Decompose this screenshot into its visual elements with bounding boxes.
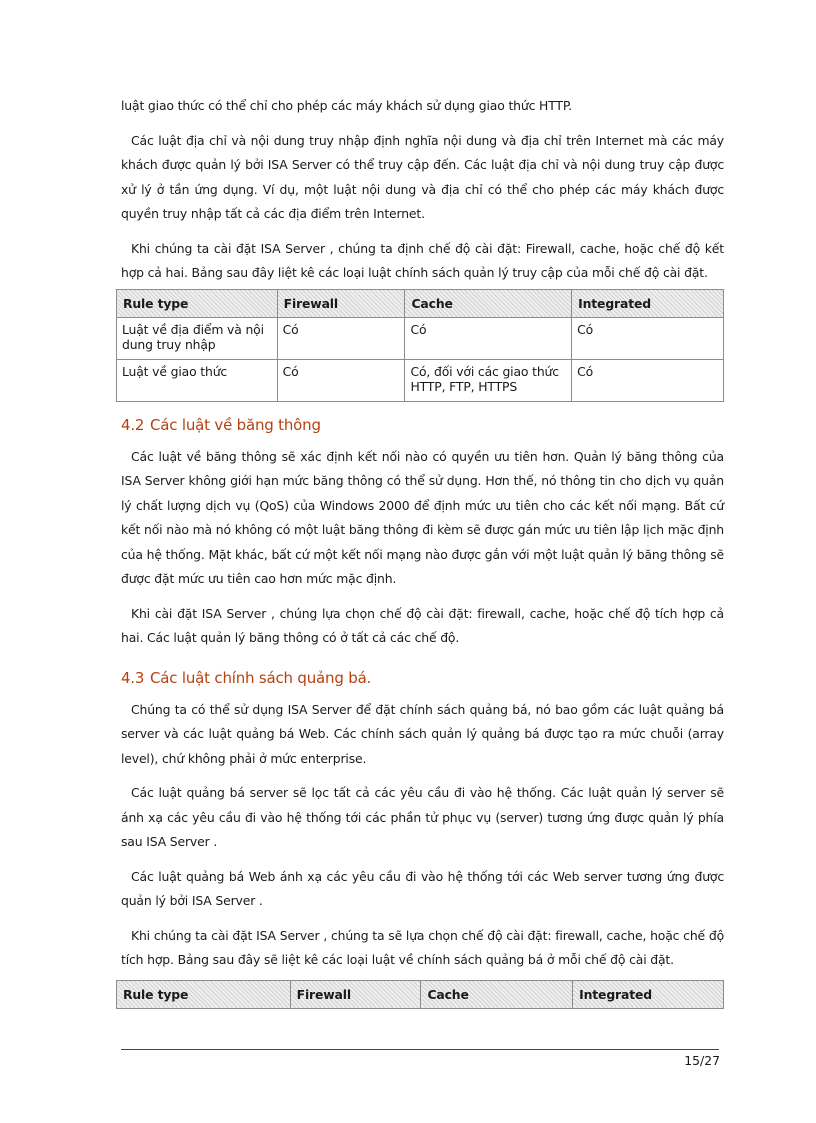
rule-type-table-publishing	[116, 980, 724, 1009]
footer-divider	[121, 1049, 719, 1050]
table-cell: Luật về địa điểm và nội dung truy nhập	[117, 317, 278, 359]
paragraph: Khi cài đặt ISA Server , chúng lựa chọn chế độ cài đặt: firewall, cache, hoặc chế độ tích hợp cả hai. Các luật quản lý băng thông có ở tất cả các chế độ.	[121, 605, 724, 645]
rule-type-table-access	[116, 289, 724, 402]
paragraph: Các luật địa chỉ và nội dung truy nhập định nghĩa nội dung và địa chỉ trên Internet mà các máy khách được quản lý bởi ISA Server có thể truy cập đến. Các luật địa chỉ và nội dung truy cập được xử lý ở tần ứng dụng. Ví dụ, một luật nội dung và địa chỉ có thể cho phép các máy khách được quyền truy nhập tất cả các địa điểm trên Internet.	[121, 132, 724, 221]
table-header-row	[117, 980, 724, 1008]
table-row	[117, 317, 724, 359]
page-content	[121, 94, 724, 1009]
table-cell: Luật về giao thức	[117, 359, 278, 401]
paragraph: luật giao thức có thể chỉ cho phép các máy khách sử dụng giao thức HTTP.	[121, 98, 572, 113]
table-header-row	[117, 289, 724, 317]
section-number: 4.2	[121, 415, 145, 434]
table-cell: Có	[572, 317, 724, 359]
paragraph: Các luật quảng bá Web ánh xạ các yêu cầu đi vào hệ thống tới các Web server tương ứng được quản lý bởi ISA Server .	[121, 868, 724, 908]
table-header-cell: Firewall	[277, 289, 405, 317]
paragraph: Các luật quảng bá server sẽ lọc tất cả các yêu cầu đi vào hệ thống. Các luật quản lý server sẽ ánh xạ các yêu cầu đi vào hệ thống tới các phần tử phục vụ (server) tương ứng được quản lý phía sau ISA Server .	[121, 785, 724, 849]
paragraph: Khi chúng ta cài đặt ISA Server , chúng ta định chế độ cài đặt: Firewall, cache, hoặc chế độ kết hợp cả hai. Bảng sau đây liệt kê các loại luật chính sách quản lý truy cập của mỗi chế độ cài đặt.	[121, 240, 724, 280]
table-cell: Có	[277, 359, 405, 401]
table-header-cell: Rule type	[117, 289, 278, 317]
table-cell: Có	[572, 359, 724, 401]
page-number: 15/27	[684, 1053, 720, 1068]
paragraph: Chúng ta có thể sử dụng ISA Server để đặt chính sách quảng bá, nó bao gồm các luật quảng bá server và các luật quảng bá Web. Các chính sách quản lý quảng bá được tạo ra mức chuỗi (array level), chứ không phải ở mức enterprise.	[121, 701, 724, 766]
section-title: Các luật chính sách quảng bá.	[150, 668, 372, 687]
section-heading-4-3	[121, 669, 724, 687]
section-heading-4-2	[121, 416, 724, 434]
paragraph: Khi chúng ta cài đặt ISA Server , chúng ta sẽ lựa chọn chế độ cài đặt: firewall, cache, hoặc chế độ tích hợp. Bảng sau đây sẽ liệt kê các loại luật về chính sách quảng bá ở mỗi chế độ cài đặt.	[121, 927, 724, 967]
table-cell: Có	[277, 317, 405, 359]
table-header-cell: Cache	[405, 289, 572, 317]
table-header-cell: Cache	[421, 980, 573, 1008]
table-cell: Có, đối với các giao thức HTTP, FTP, HTTPS	[405, 359, 572, 401]
table-cell: Có	[405, 317, 572, 359]
section-number: 4.3	[121, 668, 145, 687]
paragraph: Các luật về băng thông sẽ xác định kết nối nào có quyền ưu tiên hơn. Quản lý băng thông của ISA Server không giới hạn mức băng thông có thể sử dụng. Hơn thế, nó thông tin cho dịch vụ quản lý chất lượng dịch vụ (QoS) của Windows 2000 để định mức ưu tiên cho các kết nối mạng. Bất cứ kết nối nào mà nó không có một luật băng thông đi kèm sẽ được gán mức ưu tiên lập lịch mặc định của hệ thống. Mặt khác, bất cứ một kết nối mạng nào được gắn với một luật quản lý băng thông sẽ được đặt mức ưu tiên cao hơn mức mặc định.	[121, 448, 724, 586]
table-header-cell: Rule type	[117, 980, 291, 1008]
table-header-cell: Integrated	[573, 980, 724, 1008]
section-title: Các luật về băng thông	[150, 415, 321, 434]
table-row	[117, 359, 724, 401]
table-header-cell: Integrated	[572, 289, 724, 317]
table-header-cell: Firewall	[290, 980, 421, 1008]
